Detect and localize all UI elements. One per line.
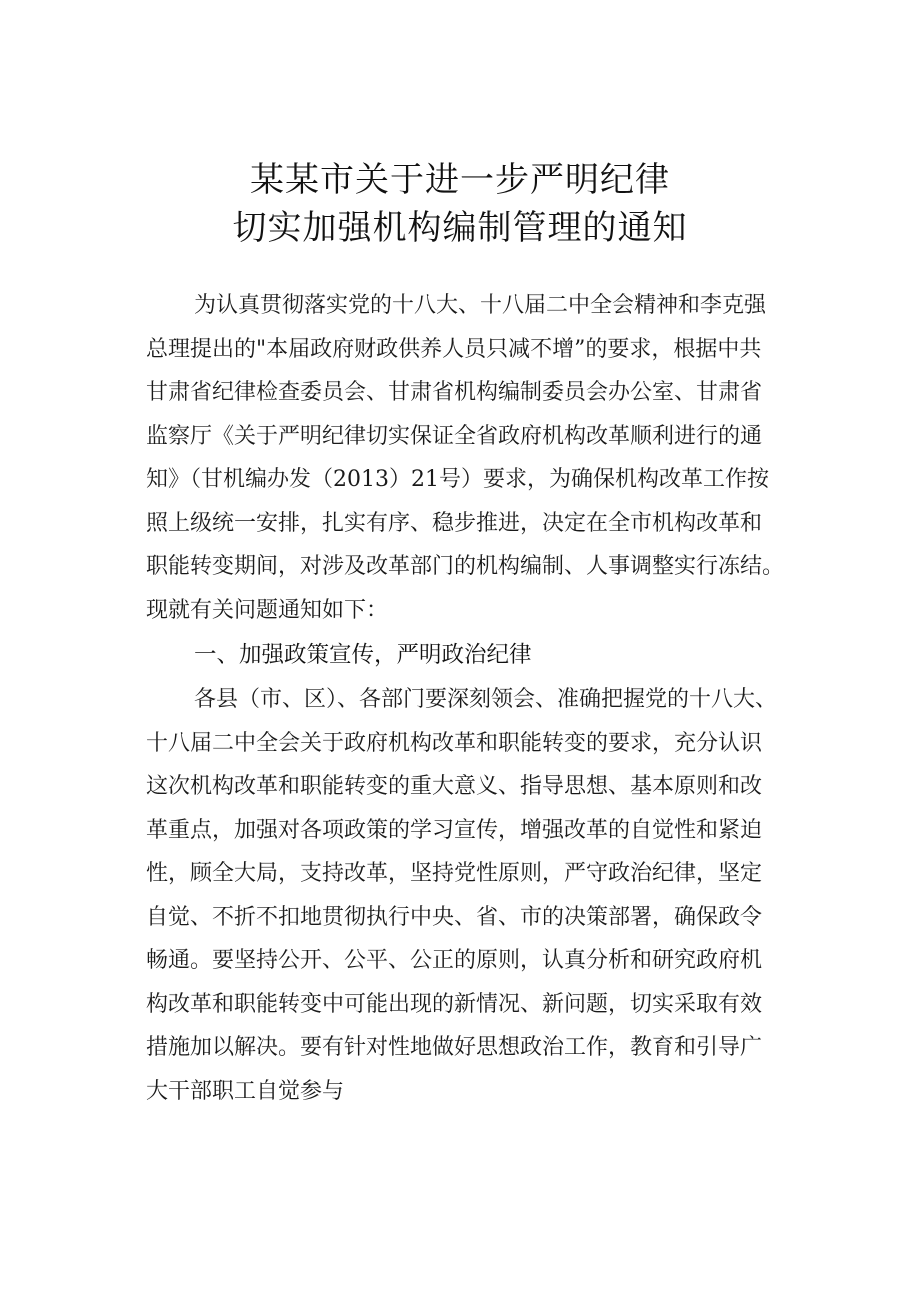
intro-line-1: 为认真贯彻落实党的十八大、十八届二中全会精神和李克强 xyxy=(194,293,767,318)
section1-line-3: 这次机构改革和职能转变的重大意义、指导思想、基本原则和改 xyxy=(146,774,763,799)
section1-line-9: 措施加以解决。要有针对性地做好思想政治工作，教育和引导广 xyxy=(146,1035,763,1060)
section1-line-2: 十八届二中全会关于政府机构改革和职能转变的要求，充分认识 xyxy=(146,730,763,756)
section1-line-5: 性，顾全大局，支持改革，坚持党性原则，严守政治纪律，坚定 xyxy=(146,861,763,886)
intro-line-5: 知》（甘机编办发（2013）21号）要求，为确保机构改革工作按 xyxy=(146,467,769,492)
intro-line-7: 职能转变期间，对涉及改革部门的机构编制、人事调整实行冻结。 xyxy=(146,554,785,579)
section1-line-8: 构改革和职能转变中可能出现的新情况、新问题，切实采取有效 xyxy=(146,991,763,1017)
section1-line-6: 自觉、不折不扣地贯彻执行中央、省、市的决策部署，确保政令 xyxy=(146,904,763,930)
section1-line-4: 革重点，加强对各项政策的学习宣传，增强改革的自觉性和紧迫 xyxy=(146,817,763,843)
section1-line-1: 各县（市、区）、各部门要深刻领会、准确把握党的十八大、 xyxy=(194,687,778,712)
document-body xyxy=(146,284,821,1113)
title-line-1: 某某市关于进一步严明纪律 xyxy=(250,160,670,200)
section1-line-7: 畅通。要坚持公开、公平、公正的原则，认真分析和研究政府机 xyxy=(146,948,763,973)
title-line-2: 切实加强机构编制管理的通知 xyxy=(232,208,688,248)
section-heading-1: 一、加强政策宣传，严明政治纪律 xyxy=(194,642,532,668)
intro-line-4: 监察厅《关于严明纪律切实保证全省政府机构改革顺利进行的通 xyxy=(146,423,763,449)
intro-line-3: 甘肃省纪律检查委员会、甘肃省机构编制委员会办公室、甘肃省 xyxy=(146,380,763,405)
intro-line-2: 总理提出的"本届政府财政供养人员只减不增”的要求，根据中共 xyxy=(146,336,762,362)
document-title xyxy=(0,156,920,252)
section1-line-10: 大干部职工自觉参与 xyxy=(146,1078,345,1104)
intro-line-8: 现就有关问题通知如下： xyxy=(146,597,389,623)
intro-line-6: 照上级统一安排，扎实有序、稳步推进，决定在全市机构改革和 xyxy=(146,510,763,536)
